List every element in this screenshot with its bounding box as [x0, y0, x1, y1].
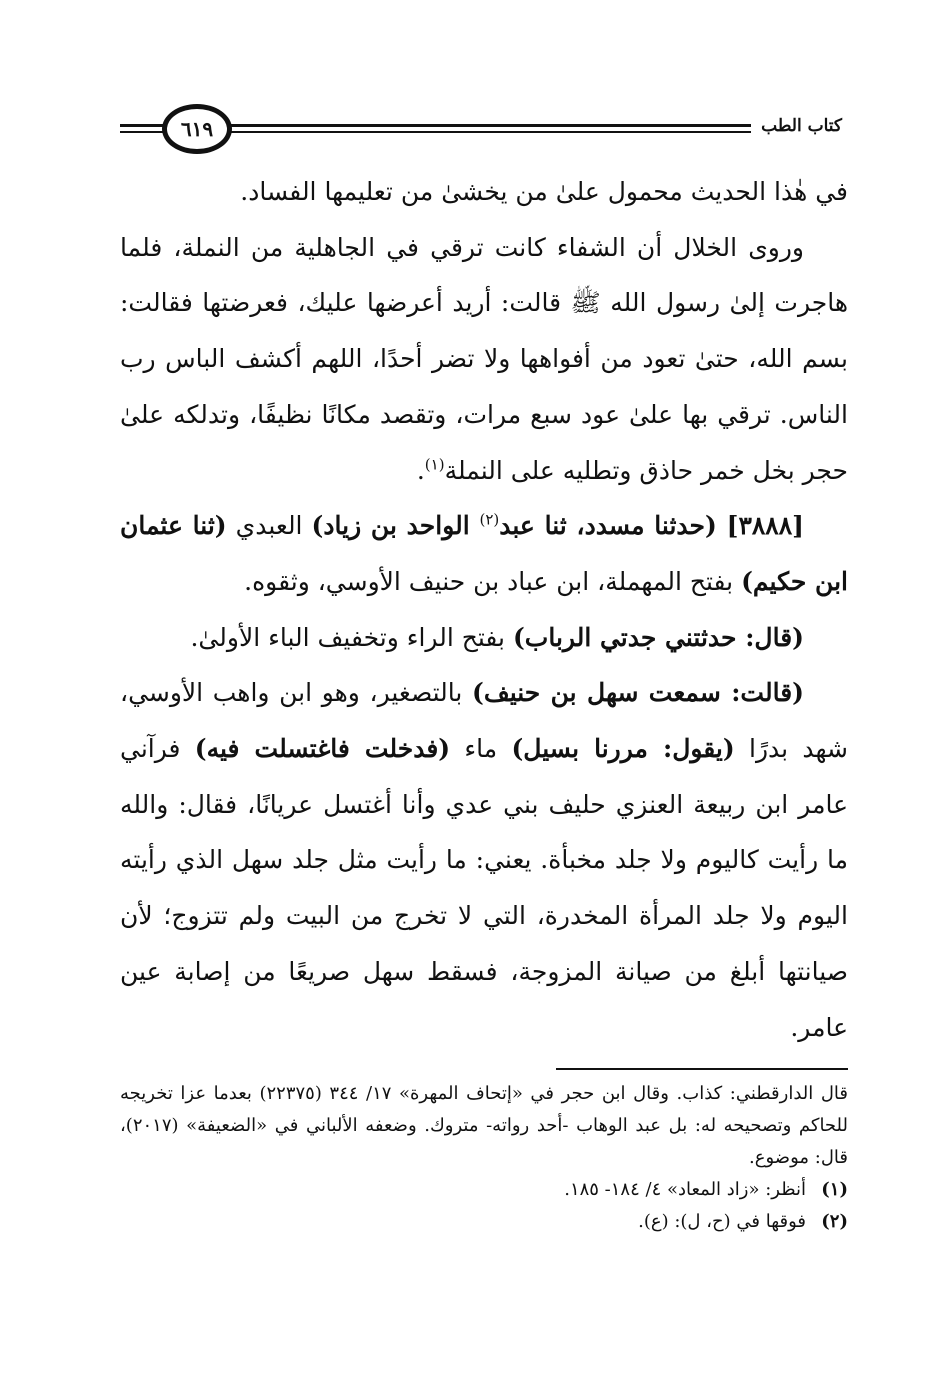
footnote-separator [556, 1068, 848, 1070]
footnote-2 [120, 1206, 848, 1238]
footnote-continuation: قال الدارقطني: كذاب. وقال ابن حجر في «إتحاف المهرة» ١٧/ ٣٤٤ (٢٢٣٧٥) بعدما عزا تخريجه للحاكم وتصحيحه له: بل عبد الوهاب -أحد رواته- متروك. وضعفه الألباني في «الضعيفة» (٢٠١٧)، قال: موضوع. [120, 1083, 848, 1168]
paragraph-1: في هٰذا الحديث محمول علىٰ من يخشىٰ من تعليمها الفساد. [240, 177, 848, 206]
main-text [120, 164, 848, 1055]
paragraph-2: وروى الخلال أن الشفاء كانت ترقي في الجاهلية من النملة، فلما هاجرت إلىٰ رسول الله ﷺ قالت: أريد أعرضها عليك، فعرضتها فقالت: بسم الله، حتىٰ تعود من أفواهها ولا تضر أحدًا، اللهم أكشف الباس رب الناس. ترقي بها علىٰ عود سبع مرات، وتقصد مكانًا نظيفًا، وتدلكه علىٰ حجر بخل خمر حاذق وتطليه على النملة$^{(١)}$. [120, 232, 848, 485]
footnote-number: (٢) [821, 1211, 848, 1232]
footnote-ref-2: (٢) [479, 510, 500, 529]
paragraph-4: (قال: حدثتني جدتي الرباب) بفتح الراء وتخفيف الباء الأولىٰ. [190, 622, 804, 652]
chapter-title: كتاب الطب [751, 113, 848, 139]
paragraph-3: [٣٨٨٨] (حدثنا مسدد، ثنا عبد$^{(٢)}$ الواحد بن زياد) العبدي (ثنا عثمان ابن حكيم) بفتح المهملة، ابن عباد بن حنيف الأوسي، وثقوه. [120, 510, 848, 596]
footnote-1 [120, 1174, 848, 1206]
footnote-ref-1: (١) [424, 455, 445, 474]
page-header [120, 100, 848, 160]
footnote-text: فوقها في (ح، ل): (ع). [638, 1211, 806, 1232]
footnotes [120, 1078, 848, 1238]
footnote-text: أنظر: «زاد المعاد» ٤/ ١٨٤- ١٨٥. [564, 1179, 806, 1200]
footnote-number: (١) [821, 1179, 848, 1200]
paragraph-5: (قالت: سمعت سهل بن حنيف) بالتصغير، وهو ابن واهب الأوسي، شهد بدرًا (يقول: مررنا بسيل) ماء (فدخلت فاغتسلت فيه) فرآني عامر ابن ربيعة العنزي حليف بني عدي وأنا أغتسل عريانًا، فقال: والله ما رأيت كاليوم ولا جلد مخبأة. يعني: ما رأيت مثل جلد سهل الذي رأيته اليوم ولا جلد المرأة المخدرة، التي لا تخرج من البيت ولم تتزوج؛ لأن صيانتها أبلغ من صيانة المزوجة، فسقط سهل صريعًا من إصابة عين عامر. [120, 678, 848, 1042]
page-number: ٦١٩ [162, 104, 232, 154]
